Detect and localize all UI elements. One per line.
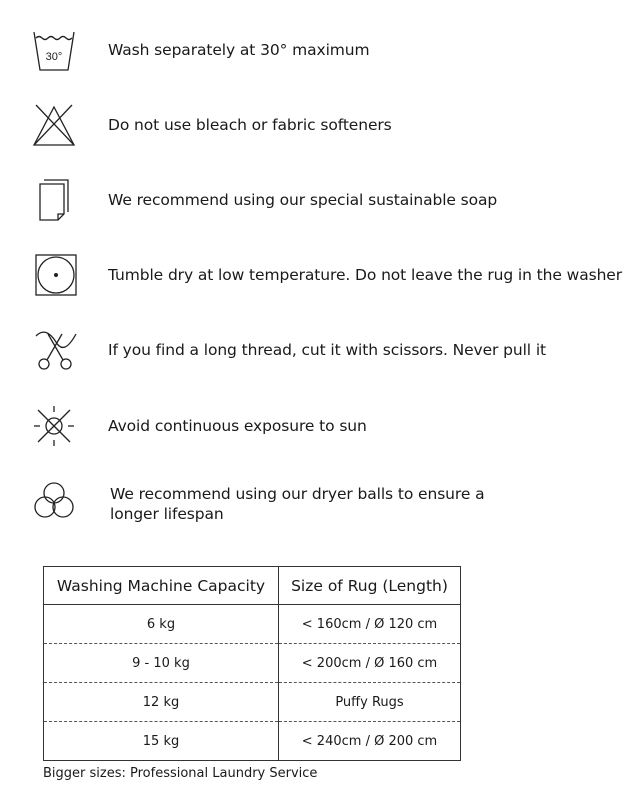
capacity-table	[43, 566, 461, 761]
header-machine-capacity: Washing Machine Capacity	[44, 567, 279, 605]
table-row	[44, 605, 461, 644]
cell-rug-size: < 240cm / Ø 200 cm	[279, 722, 461, 761]
cell-rug-size: Puffy Rugs	[279, 683, 461, 722]
table-row	[44, 722, 461, 761]
cell-capacity: 15 kg	[44, 722, 279, 761]
tumble-dry-low-icon	[30, 251, 78, 299]
care-row-tumble	[0, 251, 640, 299]
care-text-scissors: If you find a long thread, cut it with scissors. Never pull it	[108, 341, 547, 359]
care-row-scissors	[0, 326, 640, 374]
care-text-sun: Avoid continuous exposure to sun	[108, 417, 367, 435]
cell-capacity: 9 - 10 kg	[44, 644, 279, 683]
care-row-wash	[0, 26, 640, 74]
scissors-icon	[30, 326, 78, 374]
dryer-balls-icon	[30, 478, 78, 526]
care-row-dryer-balls	[0, 478, 640, 526]
table-row	[44, 683, 461, 722]
care-text-dryer-balls: We recommend using our dryer balls to ensure a longer lifespan	[110, 485, 485, 523]
care-row-bleach	[0, 101, 640, 149]
wash-30-icon	[30, 26, 78, 74]
no-sun-icon	[30, 402, 78, 450]
cell-capacity: 12 kg	[44, 683, 279, 722]
cell-rug-size: < 160cm / Ø 120 cm	[279, 605, 461, 644]
care-text-soap: We recommend using our special sustainable soap	[108, 191, 498, 209]
cell-rug-size: < 200cm / Ø 160 cm	[279, 644, 461, 683]
cell-capacity: 6 kg	[44, 605, 279, 644]
footnote: Bigger sizes: Professional Laundry Service	[43, 766, 318, 781]
header-rug-size: Size of Rug (Length)	[279, 567, 461, 605]
care-text-wash: Wash separately at 30° maximum	[108, 41, 370, 59]
no-bleach-icon	[30, 101, 78, 149]
care-row-sun	[0, 402, 640, 450]
care-text-tumble: Tumble dry at low temperature. Do not leave the rug in the washer	[108, 266, 622, 284]
wash-temp-label: 30°	[45, 51, 63, 63]
table-header-row	[44, 567, 461, 605]
care-row-soap	[0, 176, 640, 224]
soap-icon	[30, 176, 78, 224]
care-text-bleach: Do not use bleach or fabric softeners	[108, 116, 392, 134]
table-row	[44, 644, 461, 683]
